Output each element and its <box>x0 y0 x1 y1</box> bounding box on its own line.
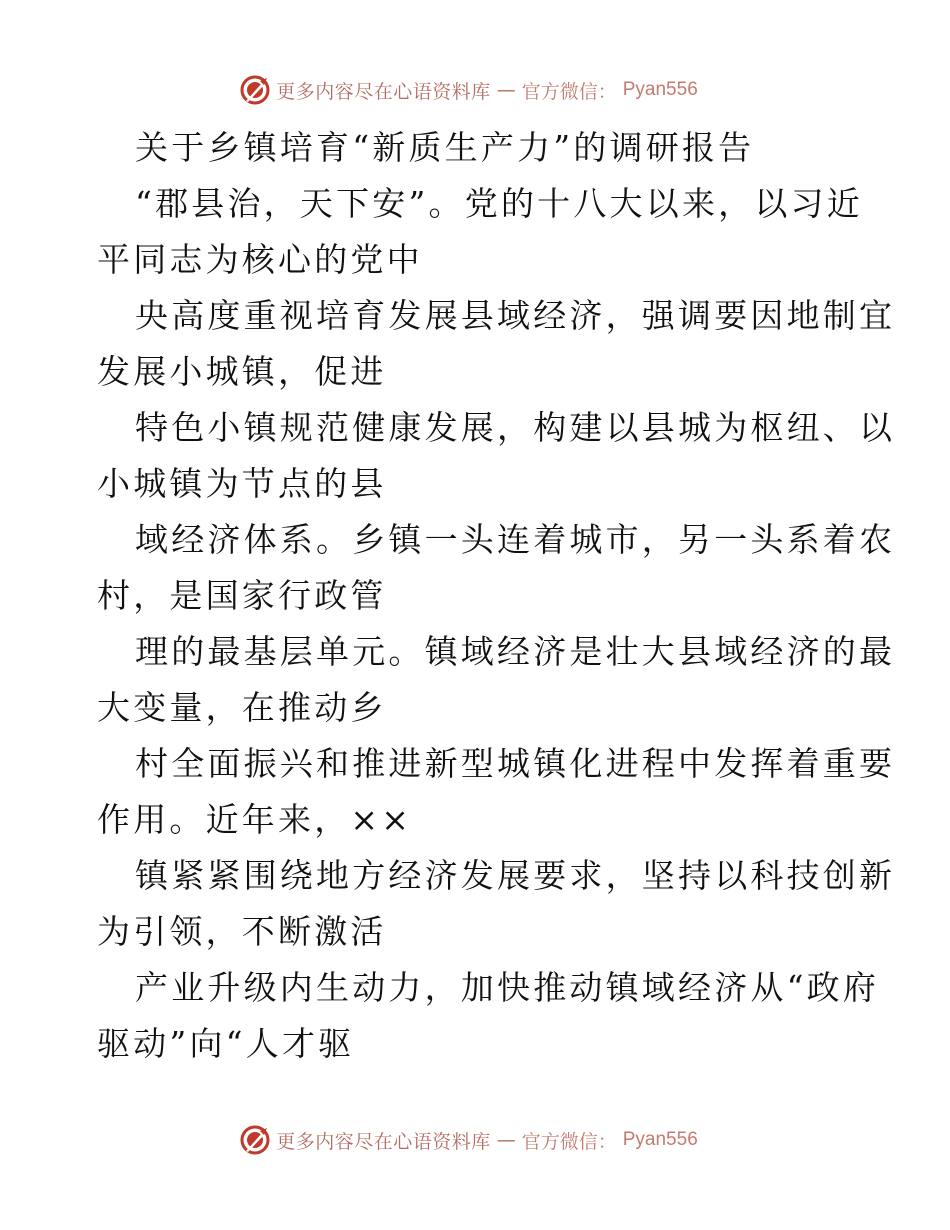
paragraph-line: 为引领，不断激活 <box>97 912 387 951</box>
quill-pen-circle-icon <box>240 75 270 105</box>
paragraph-line: 特色小镇规范健康发展，构建以县城为枢纽、以 <box>135 408 896 447</box>
paragraph-line: 大变量，在推动乡 <box>97 688 387 727</box>
paragraph-line: 域经济体系。乡镇一头连着城市，另一头系着农 <box>135 520 896 559</box>
paragraph-line: 作用。近年来，×× <box>97 800 413 839</box>
quill-pen-circle-icon <box>240 1125 270 1155</box>
banner-text: 更多内容尽在心语资料库 <box>276 1130 491 1153</box>
paragraph-line: 发展小城镇，促进 <box>97 352 387 391</box>
banner-dash: — <box>496 1129 516 1151</box>
banner-dash: — <box>496 79 516 101</box>
paragraph-line: 驱动”向“人才驱 <box>97 1024 355 1063</box>
paragraph-line: 理的最基层单元。镇域经济是壮大县域经济的最 <box>135 632 896 671</box>
paragraph-line: 镇紧紧围绕地方经济发展要求，坚持以科技创新 <box>135 856 896 895</box>
document-title: 关于乡镇培育“新质生产力”的调研报告 <box>135 128 755 167</box>
footer-banner <box>0 1120 950 1160</box>
banner-wechat-id: Pyan556 <box>622 79 698 100</box>
paragraph-line: 平同志为核心的党中 <box>97 240 423 279</box>
banner-wechat-id: Pyan556 <box>622 1129 698 1150</box>
paragraph-line: 村全面振兴和推进新型城镇化进程中发挥着重要 <box>135 744 896 783</box>
paragraph-line: 小城镇为节点的县 <box>97 464 387 503</box>
paragraph-line: 央高度重视培育发展县域经济，强调要因地制宜 <box>135 296 896 335</box>
footer-banner-content <box>240 1125 698 1155</box>
banner-label: 官方微信： <box>521 1130 617 1153</box>
paragraph-line: “郡县治，天下安”。党的十八大以来，以习近 <box>135 184 863 223</box>
banner-text: 更多内容尽在心语资料库 <box>276 80 491 103</box>
document-body <box>97 120 896 1072</box>
banner-label: 官方微信： <box>521 80 617 103</box>
paragraph-line: 村，是国家行政管 <box>97 576 387 615</box>
header-banner <box>0 70 950 110</box>
paragraph-line: 产业升级内生动力，加快推动镇域经济从“政府 <box>135 968 880 1007</box>
header-banner-content <box>240 75 698 105</box>
